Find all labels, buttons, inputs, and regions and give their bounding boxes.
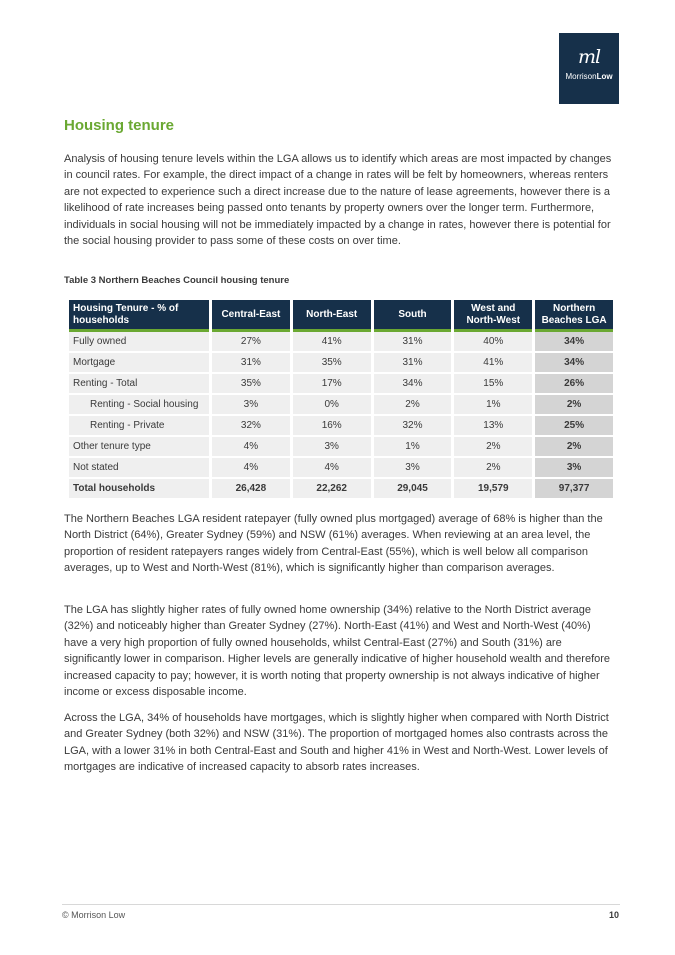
header-west-north-west: West and North-West bbox=[454, 300, 532, 332]
table-cell: 32% bbox=[374, 416, 452, 437]
morrison-low-logo bbox=[559, 33, 619, 104]
lga-cell: 2% bbox=[535, 437, 613, 458]
lga-cell: 25% bbox=[535, 416, 613, 437]
header-northern-beaches-lga: Northern Beaches LGA bbox=[535, 300, 613, 332]
table-cell: 3% bbox=[293, 437, 371, 458]
footer-divider bbox=[62, 904, 620, 905]
table-cell: 35% bbox=[293, 353, 371, 374]
table-cell: 41% bbox=[293, 332, 371, 353]
table-cell: 34% bbox=[374, 374, 452, 395]
table-row bbox=[69, 416, 613, 437]
table-cell: 31% bbox=[374, 332, 452, 353]
table-header-row bbox=[69, 300, 613, 332]
lga-cell: 2% bbox=[535, 395, 613, 416]
table-cell: 26,428 bbox=[212, 479, 290, 500]
lga-cell: 34% bbox=[535, 353, 613, 374]
header-north-east: North-East bbox=[293, 300, 371, 332]
ratepayer-paragraph: The Northern Beaches LGA resident ratepayer (fully owned plus mortgaged) average of 68% is higher than the North District (64%), Greater Sydney (59%) and NSW (61%) averages. When reviewing at an area level, the proportion of resident ratepayers ranges widely from Central-East (55%), which is well below all comparison averages, up to West and North-West (81%), which is significantly higher than comparison averages. bbox=[64, 513, 603, 575]
page-number: 10 bbox=[608, 910, 619, 920]
table-cell: 2% bbox=[374, 395, 452, 416]
table-cell: 32% bbox=[212, 416, 290, 437]
table-cell: 27% bbox=[212, 332, 290, 353]
lga-cell: 34% bbox=[535, 332, 613, 353]
table-cell: 19,579 bbox=[454, 479, 532, 500]
table-cell: 17% bbox=[293, 374, 371, 395]
row-label: Renting - Social housing bbox=[69, 395, 209, 416]
table-cell: 4% bbox=[293, 458, 371, 479]
table-row bbox=[69, 353, 613, 374]
header-tenure: Housing Tenure - % of households bbox=[69, 300, 209, 332]
table-cell: 41% bbox=[454, 353, 532, 374]
logo-mark: ml bbox=[577, 46, 601, 68]
table-cell: 0% bbox=[293, 395, 371, 416]
lga-cell: 97,377 bbox=[535, 479, 613, 500]
lga-cell: 26% bbox=[535, 374, 613, 395]
table-cell: 4% bbox=[212, 458, 290, 479]
row-label: Total households bbox=[69, 479, 209, 500]
table-cell: 22,262 bbox=[293, 479, 371, 500]
table-cell: 29,045 bbox=[374, 479, 452, 500]
table-cell: 13% bbox=[454, 416, 532, 437]
row-label: Renting - Total bbox=[69, 374, 209, 395]
table-cell: 31% bbox=[212, 353, 290, 374]
table-cell: 40% bbox=[454, 332, 532, 353]
table-cell: 16% bbox=[293, 416, 371, 437]
table-total-row bbox=[69, 479, 613, 500]
footer-copyright: © Morrison Low bbox=[62, 910, 126, 920]
housing-tenure-table bbox=[66, 300, 616, 500]
table-cell: 2% bbox=[454, 458, 532, 479]
table-cell: 1% bbox=[374, 437, 452, 458]
row-label: Fully owned bbox=[69, 332, 209, 353]
header-central-east: Central-East bbox=[212, 300, 290, 332]
table-cell: 15% bbox=[454, 374, 532, 395]
table-cell: 4% bbox=[212, 437, 290, 458]
section-heading: Housing tenure bbox=[64, 117, 175, 134]
intro-paragraph: Analysis of housing tenure levels within the LGA allows us to identify which areas are most impacted by changes in council rates. For example, the direct impact of a change in rates will be felt by homeowners, whereas renters are not expected to experience such a direct increase due to the nature of lease agreements, however there is a likelihood of rate increases being passed onto tenants by property owners over the longer term. Furthermore, individuals in social housing will not be immediately impacted by a change in rates, however there is potential for the social housing provider to pass some of these costs on over time. bbox=[64, 153, 612, 248]
lga-cell: 3% bbox=[535, 458, 613, 479]
table-cell: 3% bbox=[374, 458, 452, 479]
logo-wordmark: MorrisonLow bbox=[565, 72, 613, 81]
table-row bbox=[69, 458, 613, 479]
table-row bbox=[69, 374, 613, 395]
row-label: Other tenure type bbox=[69, 437, 209, 458]
table-cell: 1% bbox=[454, 395, 532, 416]
table-cell: 2% bbox=[454, 437, 532, 458]
header-south: South bbox=[374, 300, 452, 332]
row-label: Mortgage bbox=[69, 353, 209, 374]
ownership-paragraph: The LGA has slightly higher rates of fully owned home ownership (34%) relative to the North District average (32%) and noticeably higher than Greater Sydney (27%). North-East (41%) and West and North-West (40%) have a very high proportion of fully owned households, whilst Central-East (27%) and South (31%) are significantly lower in comparison. Higher levels are generally indicative of higher household wealth and therefore increased capacity to pay; however, it is worth noting that property ownership is not always indicative of higher income or excess disposable income. bbox=[64, 604, 611, 699]
table-cell: 3% bbox=[212, 395, 290, 416]
mortgage-paragraph: Across the LGA, 34% of households have mortgages, which is slightly higher when compared with North District and Greater Sydney (both 32%) and NSW (31%). The proportion of mortgaged homes also contrasts across the LGA, with a lower 31% in both Central-East and South and higher 41% in West and North-West. Lower levels of mortgages are indicative of increased capacity to absorb rates increases. bbox=[64, 712, 609, 774]
table-row bbox=[69, 395, 613, 416]
table-cell: 31% bbox=[374, 353, 452, 374]
table-caption: Table 3 Northern Beaches Council housing tenure bbox=[64, 275, 290, 286]
table-cell: 35% bbox=[212, 374, 290, 395]
table-row bbox=[69, 437, 613, 458]
row-label: Not stated bbox=[69, 458, 209, 479]
row-label: Renting - Private bbox=[69, 416, 209, 437]
table-row bbox=[69, 332, 613, 353]
